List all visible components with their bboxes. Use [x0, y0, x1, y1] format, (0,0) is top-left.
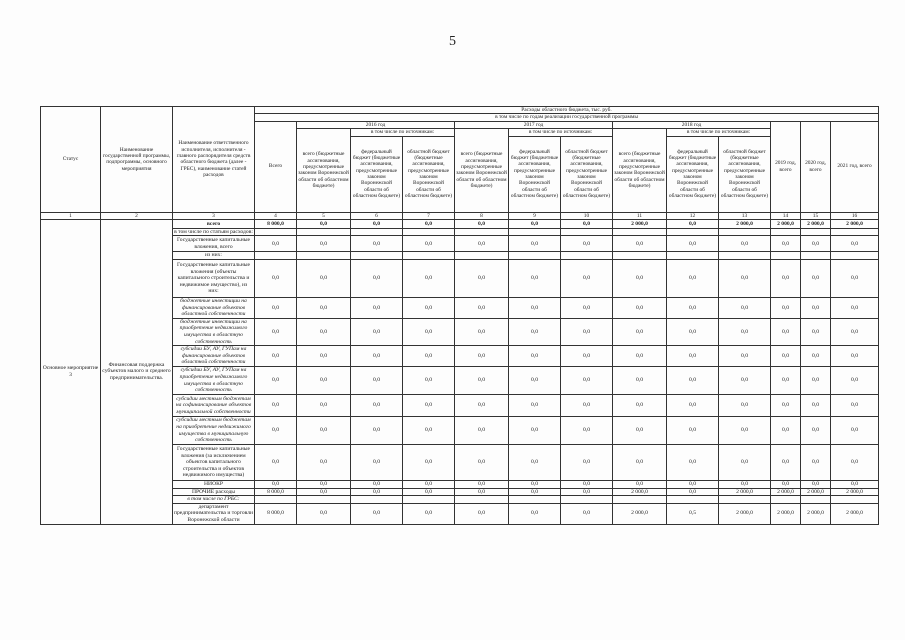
value-cell: 0,0: [255, 236, 297, 252]
column-number: 2: [101, 212, 173, 219]
value-cell: 0,0: [561, 260, 613, 298]
value-cell: 0,0: [771, 346, 801, 367]
value-cell: 0,0: [561, 488, 613, 496]
header-by-years: в том числе по годам реализации государственной программы: [255, 114, 879, 121]
value-cell: 0,0: [771, 260, 801, 298]
value-cell: 0,0: [509, 346, 561, 367]
value-cell: 0,0: [455, 445, 509, 481]
column-number: 3: [173, 212, 255, 219]
value-cell: 0,0: [719, 318, 771, 345]
value-cell: 0,0: [831, 417, 879, 445]
row-label: субсидии БУ, АУ, ГУПам на приобретение недвижимого имущества в областную собственность: [173, 367, 255, 395]
value-cell: [455, 496, 509, 504]
value-cell: 0,0: [455, 346, 509, 367]
value-cell: 2 000,0: [831, 488, 879, 496]
value-cell: [613, 228, 667, 236]
value-cell: 0,0: [403, 260, 455, 298]
value-cell: [667, 252, 719, 260]
value-cell: 0,0: [351, 346, 403, 367]
value-cell: 0,0: [455, 318, 509, 345]
value-cell: [455, 228, 509, 236]
value-cell: 0,0: [255, 417, 297, 445]
value-cell: 0,0: [719, 395, 771, 417]
value-cell: 0,0: [561, 417, 613, 445]
value-cell: 0,0: [351, 219, 403, 228]
value-cell: 0,0: [719, 417, 771, 445]
value-cell: 0,0: [509, 260, 561, 298]
value-cell: 0,0: [667, 346, 719, 367]
value-cell: [297, 228, 351, 236]
value-cell: 2 000,0: [801, 503, 831, 524]
value-cell: 0,0: [771, 236, 801, 252]
value-cell: [667, 496, 719, 504]
value-cell: 2 000,0: [719, 503, 771, 524]
value-cell: 0,0: [831, 445, 879, 481]
value-cell: 0,0: [297, 445, 351, 481]
value-cell: 0,0: [351, 445, 403, 481]
column-number: 6: [351, 212, 403, 219]
value-cell: 0,0: [403, 395, 455, 417]
column-number: 7: [403, 212, 455, 219]
header-federal-2017: федеральный бюджет (бюджетные ассигнования, предусмотренные законом Воронежской области об областном бюджете): [509, 136, 561, 212]
value-cell: 0,0: [403, 367, 455, 395]
value-cell: 0,0: [403, 219, 455, 228]
value-cell: 0,0: [613, 260, 667, 298]
value-cell: 0,0: [403, 298, 455, 319]
value-cell: 0,0: [455, 395, 509, 417]
value-cell: 0,0: [561, 481, 613, 489]
value-cell: 0,0: [297, 219, 351, 228]
value-cell: [351, 228, 403, 236]
value-cell: 0,0: [771, 481, 801, 489]
header-regional-2017: областной бюджет (бюджетные ассигнования, предусмотренные законом Воронежской области об областном бюджете): [561, 136, 613, 212]
header-year-2019: 2019 год, всего: [771, 121, 801, 212]
row-label: бюджетные инвестиции на приобретение недвижимого имущества в областную собственность: [173, 318, 255, 345]
value-cell: 0,0: [801, 417, 831, 445]
value-cell: 0,0: [719, 260, 771, 298]
value-cell: [255, 496, 297, 504]
value-cell: 0,0: [771, 367, 801, 395]
value-cell: 2 000,0: [771, 219, 801, 228]
value-cell: 0,0: [667, 298, 719, 319]
value-cell: 0,0: [509, 298, 561, 319]
value-cell: 2 000,0: [831, 219, 879, 228]
value-cell: 0,0: [667, 236, 719, 252]
value-cell: 0,0: [667, 481, 719, 489]
value-cell: 0,0: [455, 417, 509, 445]
value-cell: 0,0: [455, 298, 509, 319]
row-label: субсидии местным бюджетам на приобретение недвижимого имущества в муниципальную собственность: [173, 417, 255, 445]
value-cell: [613, 252, 667, 260]
row-label: Государственные капитальные вложения (за исключением объектов капитального строительства и объектов недвижимого имущества): [173, 445, 255, 481]
value-cell: 0,0: [831, 298, 879, 319]
value-cell: 0,0: [297, 488, 351, 496]
value-cell: 0,0: [831, 260, 879, 298]
value-cell: [351, 252, 403, 260]
value-cell: 0,0: [719, 298, 771, 319]
value-cell: [831, 496, 879, 504]
value-cell: 0,0: [255, 318, 297, 345]
value-cell: 0,0: [771, 298, 801, 319]
value-cell: 0,0: [403, 417, 455, 445]
value-cell: 0,0: [255, 367, 297, 395]
value-cell: 0,0: [351, 481, 403, 489]
value-cell: [613, 496, 667, 504]
row-label: Государственные капитальные вложения (объекты капитального строительства и недвижимое имущество), из них:: [173, 260, 255, 298]
value-cell: 0,0: [719, 481, 771, 489]
value-cell: 0,0: [351, 298, 403, 319]
value-cell: 0,0: [509, 318, 561, 345]
value-cell: 0,0: [561, 445, 613, 481]
value-cell: 0,0: [297, 298, 351, 319]
value-cell: [771, 252, 801, 260]
value-cell: 0,0: [455, 236, 509, 252]
value-cell: 0,0: [801, 367, 831, 395]
header-all-budget-2018: всего (бюджетные ассигнования, предусмотренные законом Воронежской области об областном бюджете): [613, 129, 667, 212]
value-cell: [801, 252, 831, 260]
header-program-name: Наименование государственной программы, подпрограммы, основного мероприятия: [101, 107, 173, 213]
value-cell: 0,0: [667, 488, 719, 496]
value-cell: 0,0: [613, 346, 667, 367]
value-cell: 0,0: [667, 367, 719, 395]
value-cell: 0,0: [667, 417, 719, 445]
value-cell: 0,0: [831, 318, 879, 345]
value-cell: [561, 228, 613, 236]
value-cell: 0,0: [801, 236, 831, 252]
value-cell: 0,0: [613, 445, 667, 481]
header-by-sources-2017: в том числе по источникам:: [509, 129, 613, 136]
value-cell: 0,0: [801, 260, 831, 298]
row-label: всего: [173, 219, 255, 228]
value-cell: 0,0: [719, 236, 771, 252]
value-cell: 0,0: [297, 395, 351, 417]
value-cell: [719, 228, 771, 236]
page-number: 5: [449, 34, 456, 49]
value-cell: [255, 252, 297, 260]
value-cell: [403, 228, 455, 236]
row-label: бюджетные инвестиции на финансирование объектов областной собственности: [173, 298, 255, 319]
value-cell: 0,0: [667, 318, 719, 345]
value-cell: 0,0: [351, 367, 403, 395]
value-cell: 0,0: [509, 395, 561, 417]
value-cell: 0,0: [255, 445, 297, 481]
header-year-2016: 2016 год: [297, 121, 455, 128]
value-cell: 0,0: [455, 367, 509, 395]
value-cell: 0,0: [831, 481, 879, 489]
value-cell: 0,0: [455, 260, 509, 298]
value-cell: [351, 496, 403, 504]
value-cell: 0,0: [771, 445, 801, 481]
value-cell: 2 000,0: [719, 219, 771, 228]
value-cell: 0,0: [801, 445, 831, 481]
value-cell: 2 000,0: [613, 488, 667, 496]
value-cell: 8 000,0: [255, 219, 297, 228]
value-cell: [403, 252, 455, 260]
value-cell: 0,0: [297, 503, 351, 524]
value-cell: 0,0: [351, 488, 403, 496]
value-cell: 0,0: [613, 481, 667, 489]
value-cell: [403, 496, 455, 504]
value-cell: 0,0: [455, 488, 509, 496]
value-cell: 0,0: [509, 417, 561, 445]
column-number: 11: [613, 212, 667, 219]
value-cell: [801, 228, 831, 236]
value-cell: 0,0: [561, 236, 613, 252]
column-number: 14: [771, 212, 801, 219]
row-label: субсидии БУ, АУ, ГУПам на финансирование объектов областной собственности: [173, 346, 255, 367]
value-cell: 0,0: [613, 367, 667, 395]
value-cell: [455, 252, 509, 260]
value-cell: [719, 252, 771, 260]
value-cell: 0,0: [297, 260, 351, 298]
header-by-sources-2016: в том числе по источникам:: [351, 129, 455, 136]
value-cell: 0,0: [719, 445, 771, 481]
value-cell: 0,0: [509, 503, 561, 524]
header-executor: Наименование ответственного исполнителя, исполнителя - главного распорядителя средств областного бюджета (далее - ГРБС), наименование статей расходов: [173, 107, 255, 213]
header-year-2018: 2018 год: [613, 121, 771, 128]
value-cell: [831, 228, 879, 236]
header-expenses-title: Расходы областного бюджета, тыс. руб.: [255, 107, 879, 114]
value-cell: 0,0: [667, 445, 719, 481]
value-cell: 0,0: [613, 417, 667, 445]
value-cell: 0,0: [667, 219, 719, 228]
value-cell: 0,0: [351, 236, 403, 252]
value-cell: 2 000,0: [801, 219, 831, 228]
value-cell: 0,0: [297, 318, 351, 345]
value-cell: 0,0: [255, 260, 297, 298]
value-cell: 0,0: [255, 395, 297, 417]
column-number: 12: [667, 212, 719, 219]
value-cell: 0,0: [255, 481, 297, 489]
value-cell: 0,0: [297, 346, 351, 367]
value-cell: 0,0: [613, 236, 667, 252]
value-cell: 0,0: [509, 219, 561, 228]
value-cell: [561, 496, 613, 504]
value-cell: 0,0: [403, 318, 455, 345]
header-regional-2018: областной бюджет (бюджетные ассигнования, предусмотренные законом Воронежской области об областном бюджете): [719, 136, 771, 212]
value-cell: 0,0: [403, 488, 455, 496]
value-cell: [509, 252, 561, 260]
value-cell: 0,0: [255, 298, 297, 319]
value-cell: [831, 252, 879, 260]
header-all-budget-2016: всего (бюджетные ассигнования, предусмотренные законом Воронежской области об областном бюджете): [297, 129, 351, 212]
value-cell: [561, 252, 613, 260]
value-cell: 0,0: [719, 346, 771, 367]
row-label: Государственные капитальные вложения, всего: [173, 236, 255, 252]
value-cell: [771, 228, 801, 236]
column-number: 13: [719, 212, 771, 219]
value-cell: 0,0: [455, 219, 509, 228]
value-cell: 0,0: [297, 367, 351, 395]
value-cell: [255, 228, 297, 236]
value-cell: [297, 252, 351, 260]
column-number: 1: [41, 212, 101, 219]
value-cell: 0,0: [455, 481, 509, 489]
value-cell: 0,0: [509, 367, 561, 395]
value-cell: 0,0: [561, 367, 613, 395]
header-status: Статус: [41, 107, 101, 213]
table-row: [41, 219, 879, 228]
value-cell: [297, 496, 351, 504]
status-cell: Основное мероприятие 3: [41, 219, 101, 524]
value-cell: 0,0: [561, 298, 613, 319]
column-number-row: [41, 212, 879, 219]
value-cell: 0,0: [831, 395, 879, 417]
row-label: НИОКР: [173, 481, 255, 489]
value-cell: 0,0: [403, 481, 455, 489]
value-cell: [801, 496, 831, 504]
value-cell: 2 000,0: [771, 503, 801, 524]
value-cell: 0,0: [255, 346, 297, 367]
value-cell: 0,0: [297, 417, 351, 445]
column-number: 10: [561, 212, 613, 219]
value-cell: 0,0: [801, 346, 831, 367]
header-federal-2016: федеральный бюджет (бюджетные ассигнования, предусмотренные законом Воронежской области об областном бюджете): [351, 136, 403, 212]
header-by-sources-2018: в том числе по источникам:: [667, 129, 771, 136]
column-number: 5: [297, 212, 351, 219]
value-cell: 2 000,0: [613, 503, 667, 524]
value-cell: 2 000,0: [831, 503, 879, 524]
row-label: департамент предпринимательства и торговли Воронежской области: [174, 503, 253, 523]
budget-table: [40, 106, 879, 525]
value-cell: 0,0: [297, 236, 351, 252]
header-year-2020: 2020 год, всего: [801, 121, 831, 212]
row-label: ПРОЧИЕ расходы: [173, 488, 255, 496]
value-cell: 0,0: [403, 445, 455, 481]
value-cell: [509, 228, 561, 236]
value-cell: 0,0: [509, 236, 561, 252]
value-cell: 0,0: [801, 318, 831, 345]
value-cell: 0,0: [771, 417, 801, 445]
value-cell: 0,0: [351, 318, 403, 345]
row-label: субсидии местным бюджетам на софинансирование объектов муниципальной собственности: [173, 395, 255, 417]
value-cell: 2 000,0: [771, 488, 801, 496]
value-cell: 0,0: [455, 503, 509, 524]
row-label: из них:: [173, 252, 255, 260]
measure-name-cell: Финансовая поддержка субъектов малого и среднего предпринимательства.: [101, 219, 173, 524]
header-all-budget-2017: всего (бюджетные ассигнования, предусмотренные законом Воронежской области об областном бюджете): [455, 129, 509, 212]
value-cell: 0,0: [509, 488, 561, 496]
value-cell: 0,0: [561, 346, 613, 367]
column-number: 8: [455, 212, 509, 219]
value-cell: 0,0: [403, 346, 455, 367]
value-cell: [771, 496, 801, 504]
value-cell: 0,0: [667, 260, 719, 298]
column-number: 4: [255, 212, 297, 219]
value-cell: 0,0: [403, 236, 455, 252]
value-cell: 0,0: [509, 445, 561, 481]
value-cell: [509, 496, 561, 504]
value-cell: 0,0: [771, 395, 801, 417]
value-cell: 2 000,0: [719, 488, 771, 496]
row-label: в том числе по статьям расходов:: [174, 228, 253, 235]
value-cell: 0,0: [801, 481, 831, 489]
value-cell: 0,0: [801, 395, 831, 417]
value-cell: 0,0: [613, 318, 667, 345]
value-cell: 0,0: [351, 417, 403, 445]
value-cell: 0,0: [561, 395, 613, 417]
value-cell: 0,0: [561, 219, 613, 228]
value-cell: 0,0: [667, 395, 719, 417]
header-year-2021: 2021 год, всего: [831, 121, 879, 212]
value-cell: 0,0: [297, 481, 351, 489]
value-cell: 0,0: [351, 503, 403, 524]
value-cell: 0,0: [831, 346, 879, 367]
header-year-2017: 2017 год: [455, 121, 613, 128]
value-cell: 0,0: [801, 298, 831, 319]
value-cell: 0,0: [771, 318, 801, 345]
value-cell: 0,0: [509, 481, 561, 489]
value-cell: 0,0: [561, 503, 613, 524]
value-cell: 0,0: [613, 395, 667, 417]
row-label: в том числе по ГРБС:: [173, 496, 255, 504]
header-total: Всего: [255, 121, 297, 212]
column-number: 16: [831, 212, 879, 219]
value-cell: 0,0: [403, 503, 455, 524]
value-cell: 8 000,0: [255, 503, 297, 524]
value-cell: [667, 228, 719, 236]
value-cell: 0,0: [351, 260, 403, 298]
value-cell: 0,0: [719, 367, 771, 395]
header-regional-2016: областной бюджет (бюджетные ассигнования, предусмотренные законом Воронежской области об областном бюджете): [403, 136, 455, 212]
column-number: 9: [509, 212, 561, 219]
value-cell: 0,5: [667, 503, 719, 524]
column-number: 15: [801, 212, 831, 219]
header-federal-2018: федеральный бюджет (бюджетные ассигнования, предусмотренные законом Воронежской области об областном бюджете): [667, 136, 719, 212]
value-cell: 2 000,0: [613, 219, 667, 228]
value-cell: 8 000,0: [255, 488, 297, 496]
value-cell: 0,0: [351, 395, 403, 417]
value-cell: 0,0: [831, 367, 879, 395]
value-cell: 0,0: [831, 236, 879, 252]
value-cell: 0,0: [613, 298, 667, 319]
value-cell: [719, 496, 771, 504]
value-cell: 2 000,0: [801, 488, 831, 496]
value-cell: 0,0: [561, 318, 613, 345]
